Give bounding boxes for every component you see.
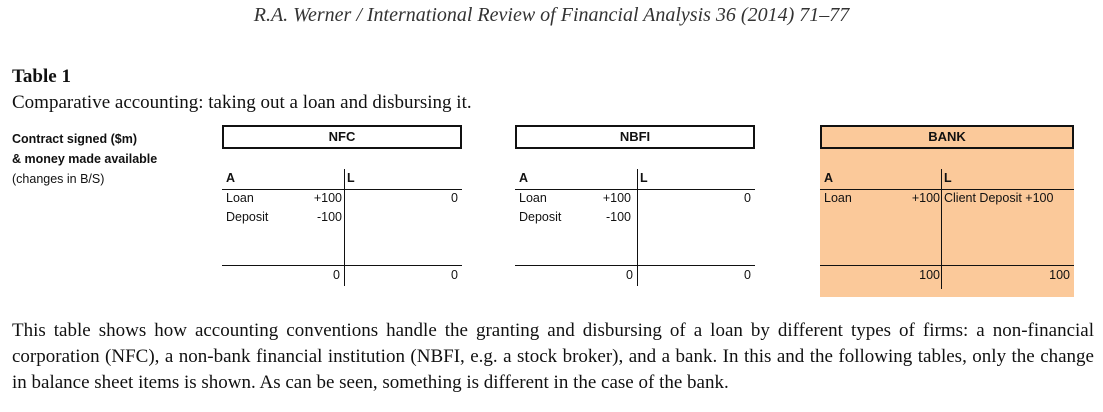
bank-assets-label: A	[824, 171, 834, 185]
bank-loan-label: Loan	[824, 191, 852, 205]
nbfi-loan-value: +100	[602, 191, 631, 205]
table-caption: Comparative accounting: taking out a loan and disbursing it.	[12, 92, 472, 113]
row-header-line-1: Contract signed ($m)	[12, 132, 138, 146]
bank-total-rule	[820, 265, 1074, 266]
bank-header-rule	[820, 189, 1074, 190]
nbfi-liabilities-label: L	[640, 171, 648, 185]
bank-loan-value: +100	[911, 191, 940, 205]
running-header: R.A. Werner / International Review of Financial Analysis 36 (2014) 71–77	[253, 4, 850, 26]
nfc-liabilities-total: 0	[451, 268, 458, 282]
nbfi-loan-label: Loan	[519, 191, 547, 205]
row-header	[12, 129, 212, 189]
nfc-balance-sheet	[222, 125, 462, 297]
nfc-deposit-label: Deposit	[226, 210, 269, 224]
nfc-deposit-value: -100	[316, 210, 342, 224]
bank-title: BANK	[820, 125, 1074, 149]
nfc-assets-total: 0	[333, 268, 340, 282]
table-footnote: This table shows how accounting conventions handle the granting and disbursing of a loan by different types of firms: a non-financial corporation (NFC), a non-bank financial institution (NBFI, e.g. a stock broker), and a bank. In this and the following tables, only the change in balance sheet items is shown. As can be seen, something is different in the case of the bank.	[12, 320, 1094, 393]
nbfi-deposit-value: -100	[605, 210, 631, 224]
nbfi-assets-label: A	[519, 171, 529, 185]
nbfi-liability-value: 0	[744, 191, 751, 205]
nbfi-header-rule	[515, 189, 755, 190]
bank-balance-sheet	[820, 125, 1074, 297]
nbfi-title: NBFI	[515, 125, 755, 149]
nfc-liability-value: 0	[451, 191, 458, 205]
nfc-title: NFC	[222, 125, 462, 149]
bank-t-account-divider	[941, 169, 942, 289]
table-label: Table 1	[12, 66, 71, 87]
nfc-assets-label: A	[226, 171, 236, 185]
bank-liabilities-total: 100	[1049, 268, 1070, 282]
nbfi-balance-sheet	[515, 125, 755, 297]
nfc-loan-label: Loan	[226, 191, 254, 205]
nbfi-deposit-label: Deposit	[519, 210, 562, 224]
bank-liabilities-label: L	[944, 171, 952, 185]
nbfi-liabilities-total: 0	[744, 268, 751, 282]
nfc-liabilities-label: L	[347, 171, 355, 185]
nbfi-total-rule	[515, 265, 755, 266]
nfc-loan-value: +100	[313, 191, 342, 205]
nfc-t-account-divider	[344, 169, 345, 286]
bank-client-deposit: Client Deposit +100	[944, 191, 1054, 205]
nbfi-assets-total: 0	[626, 268, 633, 282]
bank-assets-total: 100	[919, 268, 940, 282]
row-header-line-3: (changes in B/S)	[12, 172, 105, 186]
row-header-line-2: & money made available	[12, 152, 158, 166]
nbfi-t-account-divider	[637, 169, 638, 286]
nfc-header-rule	[222, 189, 462, 190]
nfc-total-rule	[222, 265, 462, 266]
